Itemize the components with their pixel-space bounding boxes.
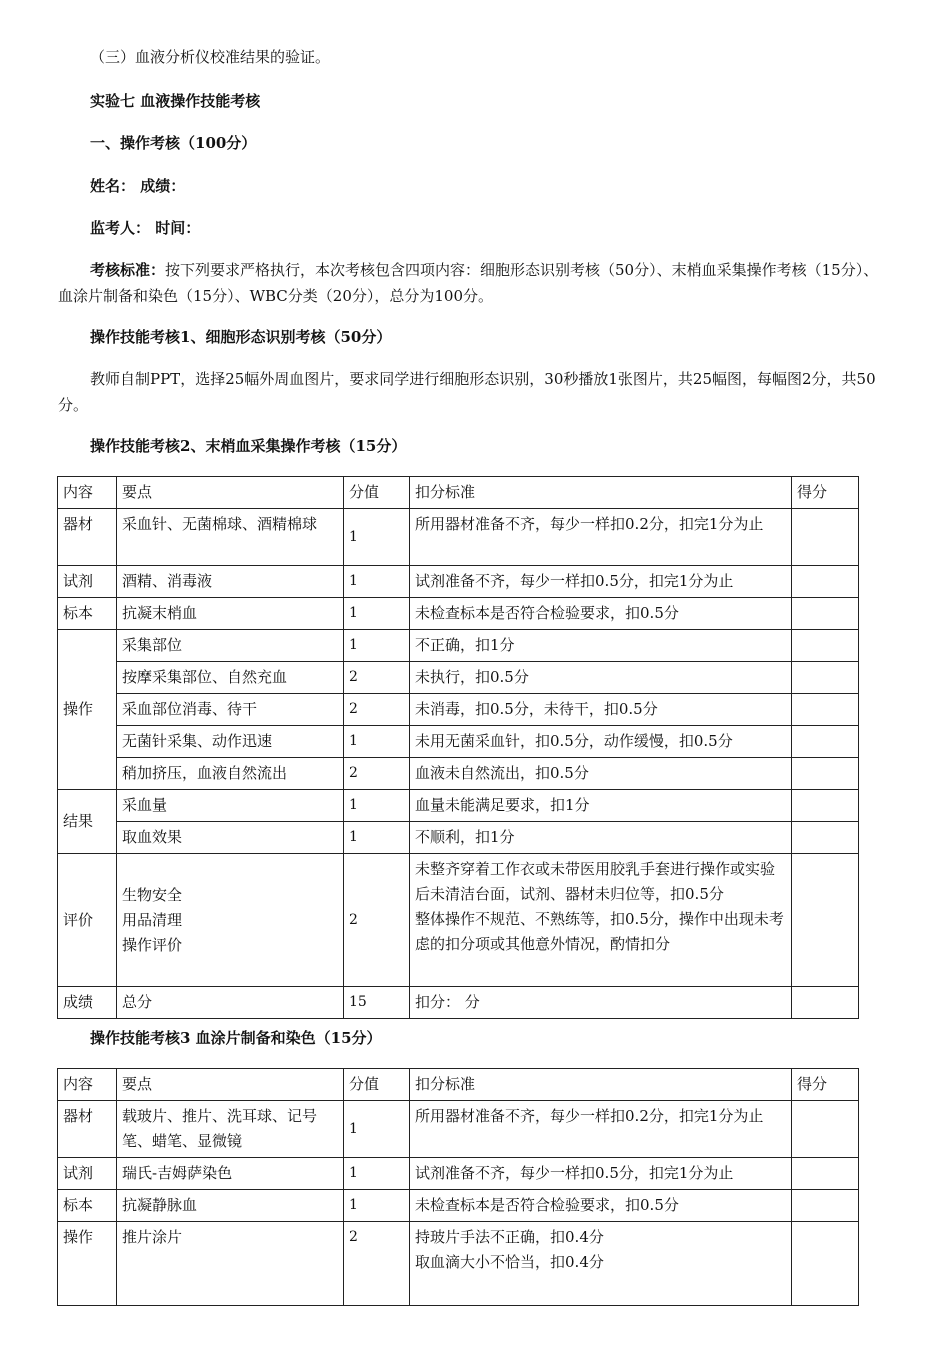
row-score: 2 xyxy=(344,758,410,790)
section-heading: 一、操作考核（100分） xyxy=(90,134,257,152)
row-deduction: 未检查标本是否符合检验要求，扣0.5分 xyxy=(410,1190,792,1222)
row-got xyxy=(792,662,859,694)
criteria-label: 考核标准： xyxy=(90,261,166,279)
row-deduction: 未检查标本是否符合检验要求，扣0.5分 xyxy=(410,598,792,630)
row-category: 成绩 xyxy=(58,987,117,1019)
header-score: 分值 xyxy=(344,477,410,509)
row-deduction: 扣分： 分 xyxy=(410,987,792,1019)
header-score: 分值 xyxy=(344,1069,410,1101)
row-got xyxy=(792,1101,859,1158)
row-point: 生物安全 xyxy=(122,885,183,904)
row-deduction: 不顺利，扣1分 xyxy=(410,822,792,854)
row-got xyxy=(792,694,859,726)
row-deduction: 血液未自然流出，扣0.5分 xyxy=(410,758,792,790)
row-got xyxy=(792,854,859,987)
row-score: 1 xyxy=(344,1101,410,1158)
table-row xyxy=(58,694,859,726)
header-deduction: 扣分标准 xyxy=(410,1069,792,1101)
table-row xyxy=(58,662,859,694)
row-deduction: 未用无菌采血针，扣0.5分，动作缓慢，扣0.5分 xyxy=(410,726,792,758)
header-deduction: 扣分标准 xyxy=(410,477,792,509)
row-score: 2 xyxy=(344,1222,410,1306)
skill3-score-table xyxy=(57,1068,859,1306)
row-got xyxy=(792,758,859,790)
row-got xyxy=(792,790,859,822)
skill2-title: 操作技能考核2、末梢血采集操作考核（15分） xyxy=(90,437,407,455)
row-deduction: 未消毒，扣0.5分，未待干，扣0.5分 xyxy=(410,694,792,726)
row-point: 按摩采集部位、自然充血 xyxy=(117,662,344,694)
row-point-list xyxy=(117,854,344,987)
table-header-row xyxy=(58,1069,859,1101)
row-got xyxy=(792,598,859,630)
row-score: 2 xyxy=(344,694,410,726)
row-category: 标本 xyxy=(58,1190,117,1222)
row-got xyxy=(792,987,859,1019)
skill3-title: 操作技能考核3 血涂片制备和染色（15分） xyxy=(90,1029,382,1047)
name-score-line: 姓名： 成绩： xyxy=(90,177,186,195)
skill2-score-table xyxy=(57,476,859,1019)
row-got xyxy=(792,566,859,598)
row-got xyxy=(792,630,859,662)
row-score: 1 xyxy=(344,566,410,598)
table-row xyxy=(58,598,859,630)
row-score: 2 xyxy=(344,854,410,987)
row-score: 1 xyxy=(344,509,410,566)
row-category: 结果 xyxy=(58,790,117,854)
row-category: 评价 xyxy=(58,854,117,987)
row-score: 1 xyxy=(344,790,410,822)
table-row xyxy=(58,1190,859,1222)
row-deduction: 所用器材准备不齐，每少一样扣0.2分，扣完1分为止 xyxy=(410,1101,792,1158)
row-deduction: 持玻片手法不正确，扣0.4分 xyxy=(415,1228,604,1246)
header-got: 得分 xyxy=(792,1069,859,1101)
row-score: 1 xyxy=(344,598,410,630)
row-deduction-list xyxy=(410,854,792,987)
table-row xyxy=(58,1101,859,1158)
row-score: 1 xyxy=(344,726,410,758)
row-point: 无菌针采集、动作迅速 xyxy=(117,726,344,758)
row-deduction: 试剂准备不齐，每少一样扣0.5分，扣完1分为止 xyxy=(410,1158,792,1190)
row-score: 1 xyxy=(344,630,410,662)
row-deduction: 所用器材准备不齐，每少一样扣0.2分，扣完1分为止 xyxy=(410,509,792,566)
row-point: 采血针、无菌棉球、酒精棉球 xyxy=(117,509,344,566)
row-score: 1 xyxy=(344,1190,410,1222)
row-deduction: 取血滴大小不恰当，扣0.4分 xyxy=(415,1253,604,1271)
row-deduction: 试剂准备不齐，每少一样扣0.5分，扣完1分为止 xyxy=(410,566,792,598)
skill1-title: 操作技能考核1、细胞形态识别考核（50分） xyxy=(90,328,392,346)
skill1-text: 教师自制PPT，选择25幅外周血图片，要求同学进行细胞形态识别，30秒播放1张图片，共25幅图，每幅图2分，共50分。 xyxy=(58,370,876,414)
row-category: 器材 xyxy=(58,1101,117,1158)
proctor-time-line: 监考人： 时间： xyxy=(90,219,201,237)
row-point: 瑞氏-吉姆萨染色 xyxy=(117,1158,344,1190)
header-content: 内容 xyxy=(58,1069,117,1101)
row-got xyxy=(792,822,859,854)
table-row xyxy=(58,790,859,822)
header-content: 内容 xyxy=(58,477,117,509)
row-score: 1 xyxy=(344,1158,410,1190)
row-category: 试剂 xyxy=(58,566,117,598)
row-got xyxy=(792,1158,859,1190)
row-got xyxy=(792,726,859,758)
table-row xyxy=(58,987,859,1019)
table-row xyxy=(58,566,859,598)
row-point: 用品清理 xyxy=(122,910,183,929)
table-row xyxy=(58,1158,859,1190)
row-score: 1 xyxy=(344,822,410,854)
row-category: 器材 xyxy=(58,509,117,566)
row-got xyxy=(792,1190,859,1222)
table-row xyxy=(58,758,859,790)
row-point: 抗凝静脉血 xyxy=(117,1190,344,1222)
table-row xyxy=(58,726,859,758)
row-point: 酒精、消毒液 xyxy=(117,566,344,598)
experiment-title: 实验七 血液操作技能考核 xyxy=(90,92,261,110)
table-header-row xyxy=(58,477,859,509)
row-point: 采血量 xyxy=(117,790,344,822)
header-points: 要点 xyxy=(117,1069,344,1101)
row-point: 采集部位 xyxy=(117,630,344,662)
row-deduction-list xyxy=(410,1222,792,1306)
row-deduction: 未整齐穿着工作衣或未带医用胶乳手套进行操作或实验后未清洁台面，试剂、器材未归位等，扣0.5分 xyxy=(415,860,776,903)
row-score: 15 xyxy=(344,987,410,1019)
row-score: 2 xyxy=(344,662,410,694)
row-got xyxy=(792,509,859,566)
row-point: 稍加挤压，血液自然流出 xyxy=(117,758,344,790)
row-point: 推片涂片 xyxy=(117,1222,344,1306)
row-deduction: 未执行，扣0.5分 xyxy=(410,662,792,694)
row-category: 试剂 xyxy=(58,1158,117,1190)
row-got xyxy=(792,1222,859,1306)
row-point: 抗凝末梢血 xyxy=(117,598,344,630)
row-point: 载玻片、推片、洗耳球、记号笔、蜡笔、显微镜 xyxy=(117,1101,344,1158)
row-category: 标本 xyxy=(58,598,117,630)
verify-line: （三）血液分析仪校准结果的验证。 xyxy=(90,48,331,66)
row-point: 总分 xyxy=(117,987,344,1019)
table-row xyxy=(58,1222,859,1306)
table-row xyxy=(58,509,859,566)
row-deduction: 不正确，扣1分 xyxy=(410,630,792,662)
row-point: 采血部位消毒、待干 xyxy=(117,694,344,726)
row-point: 操作评价 xyxy=(122,935,183,954)
row-point: 取血效果 xyxy=(117,822,344,854)
table-row xyxy=(58,822,859,854)
table-row xyxy=(58,630,859,662)
criteria-text: 按下列要求严格执行，本次考核包含四项内容：细胞形态识别考核（50分）、末梢血采集操作考核（15分）、血涂片制备和染色（15分）、WBC分类（20分），总分为100分。 xyxy=(58,261,879,305)
row-category: 操作 xyxy=(58,630,117,790)
criteria-paragraph xyxy=(58,257,890,309)
table-row xyxy=(58,854,859,987)
header-points: 要点 xyxy=(117,477,344,509)
header-got: 得分 xyxy=(792,477,859,509)
row-deduction: 血量未能满足要求，扣1分 xyxy=(410,790,792,822)
row-deduction: 整体操作不规范、不熟练等，扣0.5分，操作中出现未考虑的扣分项或其他意外情况，酌情扣分 xyxy=(415,910,784,953)
row-category: 操作 xyxy=(58,1222,117,1306)
